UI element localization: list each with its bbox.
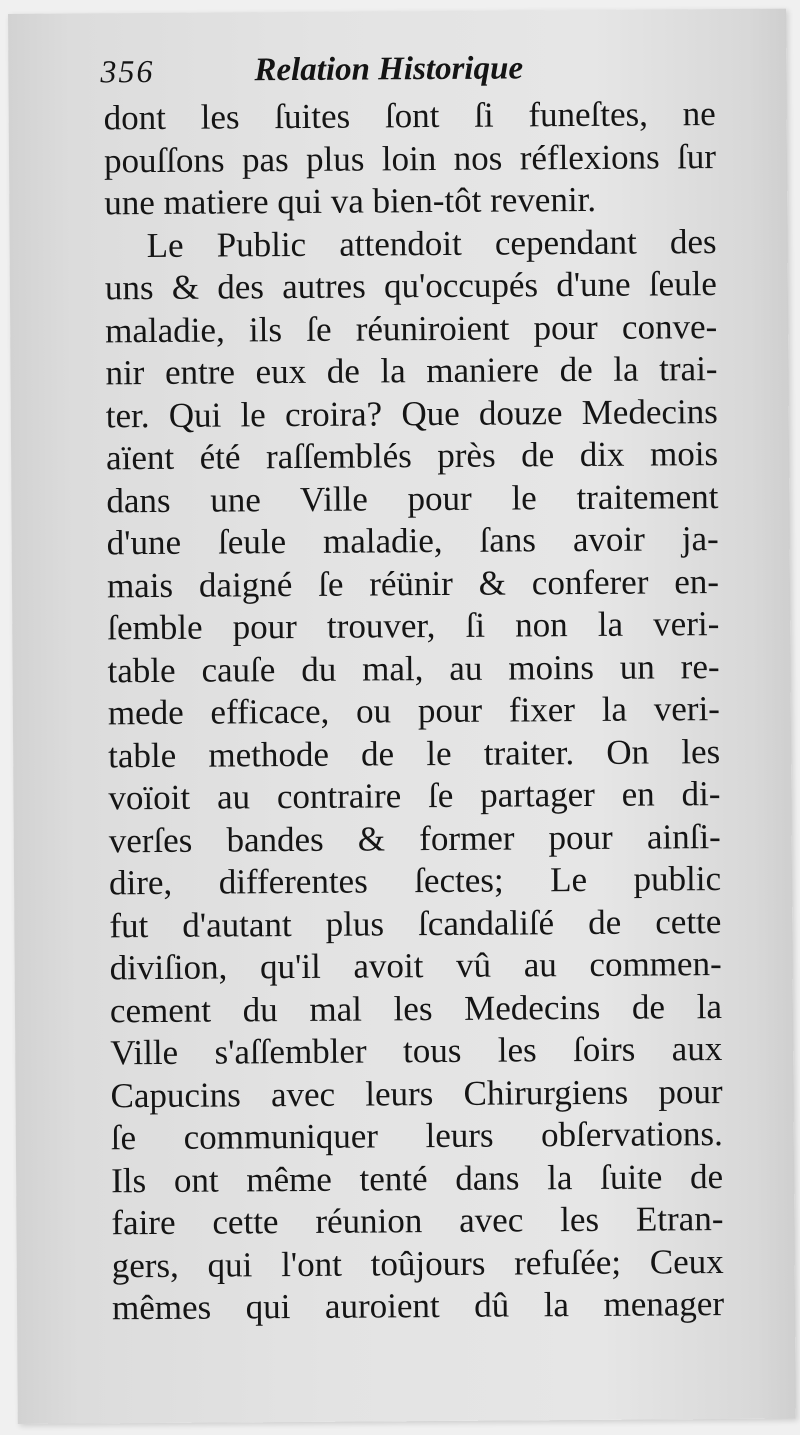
text-line-25: ſe communiquer leurs obſervations. bbox=[110, 1114, 723, 1158]
book-page bbox=[8, 9, 796, 1424]
text-line-28: gers, qui l'ont toûjours refuſée; Ceux bbox=[111, 1241, 724, 1285]
running-head: Relation Historique bbox=[254, 50, 524, 89]
text-line-14: table cauſe du mal, au moins un re- bbox=[107, 646, 720, 690]
text-line-19: dire, differentes ſectes; Le public bbox=[108, 859, 722, 903]
text-line-12: mais daigné ſe réünir & conferer en- bbox=[106, 561, 720, 605]
text-line-27: faire cette réunion avec les Etran- bbox=[111, 1199, 724, 1243]
text-line-26: Ils ont même tenté dans la ſuite de bbox=[111, 1156, 724, 1200]
body-text bbox=[104, 93, 725, 1330]
page-number: 356 bbox=[100, 52, 155, 90]
text-line-1: dont les ſuites ſont ſi funeſtes, ne bbox=[103, 94, 716, 138]
text-line-7: nir entre eux de la maniere de la trai- bbox=[105, 349, 718, 393]
text-line-29: mêmes qui auroient dû la menager bbox=[111, 1284, 725, 1328]
text-line-23: Ville s'aſſembler tous les ſoirs aux bbox=[110, 1029, 723, 1073]
page-header bbox=[100, 49, 740, 97]
text-line-17: voïoit au contraire ſe partager en di- bbox=[108, 774, 721, 818]
text-line-13: ſemble pour trouver, ſi non la veri- bbox=[107, 604, 720, 648]
text-line-8: ter. Qui le croira? Que douze Medecins bbox=[105, 391, 718, 435]
text-line-21: diviſion, qu'il avoit vû au commen- bbox=[109, 944, 722, 988]
text-line-4: Le Public attendoit cependant des bbox=[146, 221, 717, 265]
text-line-24: Capucins avec leurs Chirurgiens pour bbox=[110, 1071, 723, 1115]
text-line-15: mede efficace, ou pour fixer la veri- bbox=[107, 689, 721, 733]
text-line-5: uns & des autres qu'occupés d'une ſeule bbox=[104, 264, 718, 308]
text-line-11: d'une ſeule maladie, ſans avoir ja- bbox=[106, 519, 719, 563]
text-line-6: maladie, ils ſe réuniroient pour conve- bbox=[105, 306, 718, 350]
text-line-20: fut d'autant plus ſcandaliſé de cette bbox=[109, 901, 722, 945]
text-line-22: cement du mal les Medecins de la bbox=[109, 986, 723, 1030]
text-line-18: verſes bandes & former pour ainſi- bbox=[108, 816, 721, 860]
text-line-2: pouſſons pas plus loin nos réflexions ſur bbox=[103, 136, 717, 180]
text-line-9: aïent été raſſemblés près de dix mois bbox=[105, 434, 719, 478]
text-line-3: une matiere qui va bien-tôt revenir. bbox=[104, 179, 597, 223]
text-line-10: dans une Ville pour le traitement bbox=[106, 476, 719, 520]
text-line-16: table methode de le traiter. On les bbox=[108, 731, 721, 775]
